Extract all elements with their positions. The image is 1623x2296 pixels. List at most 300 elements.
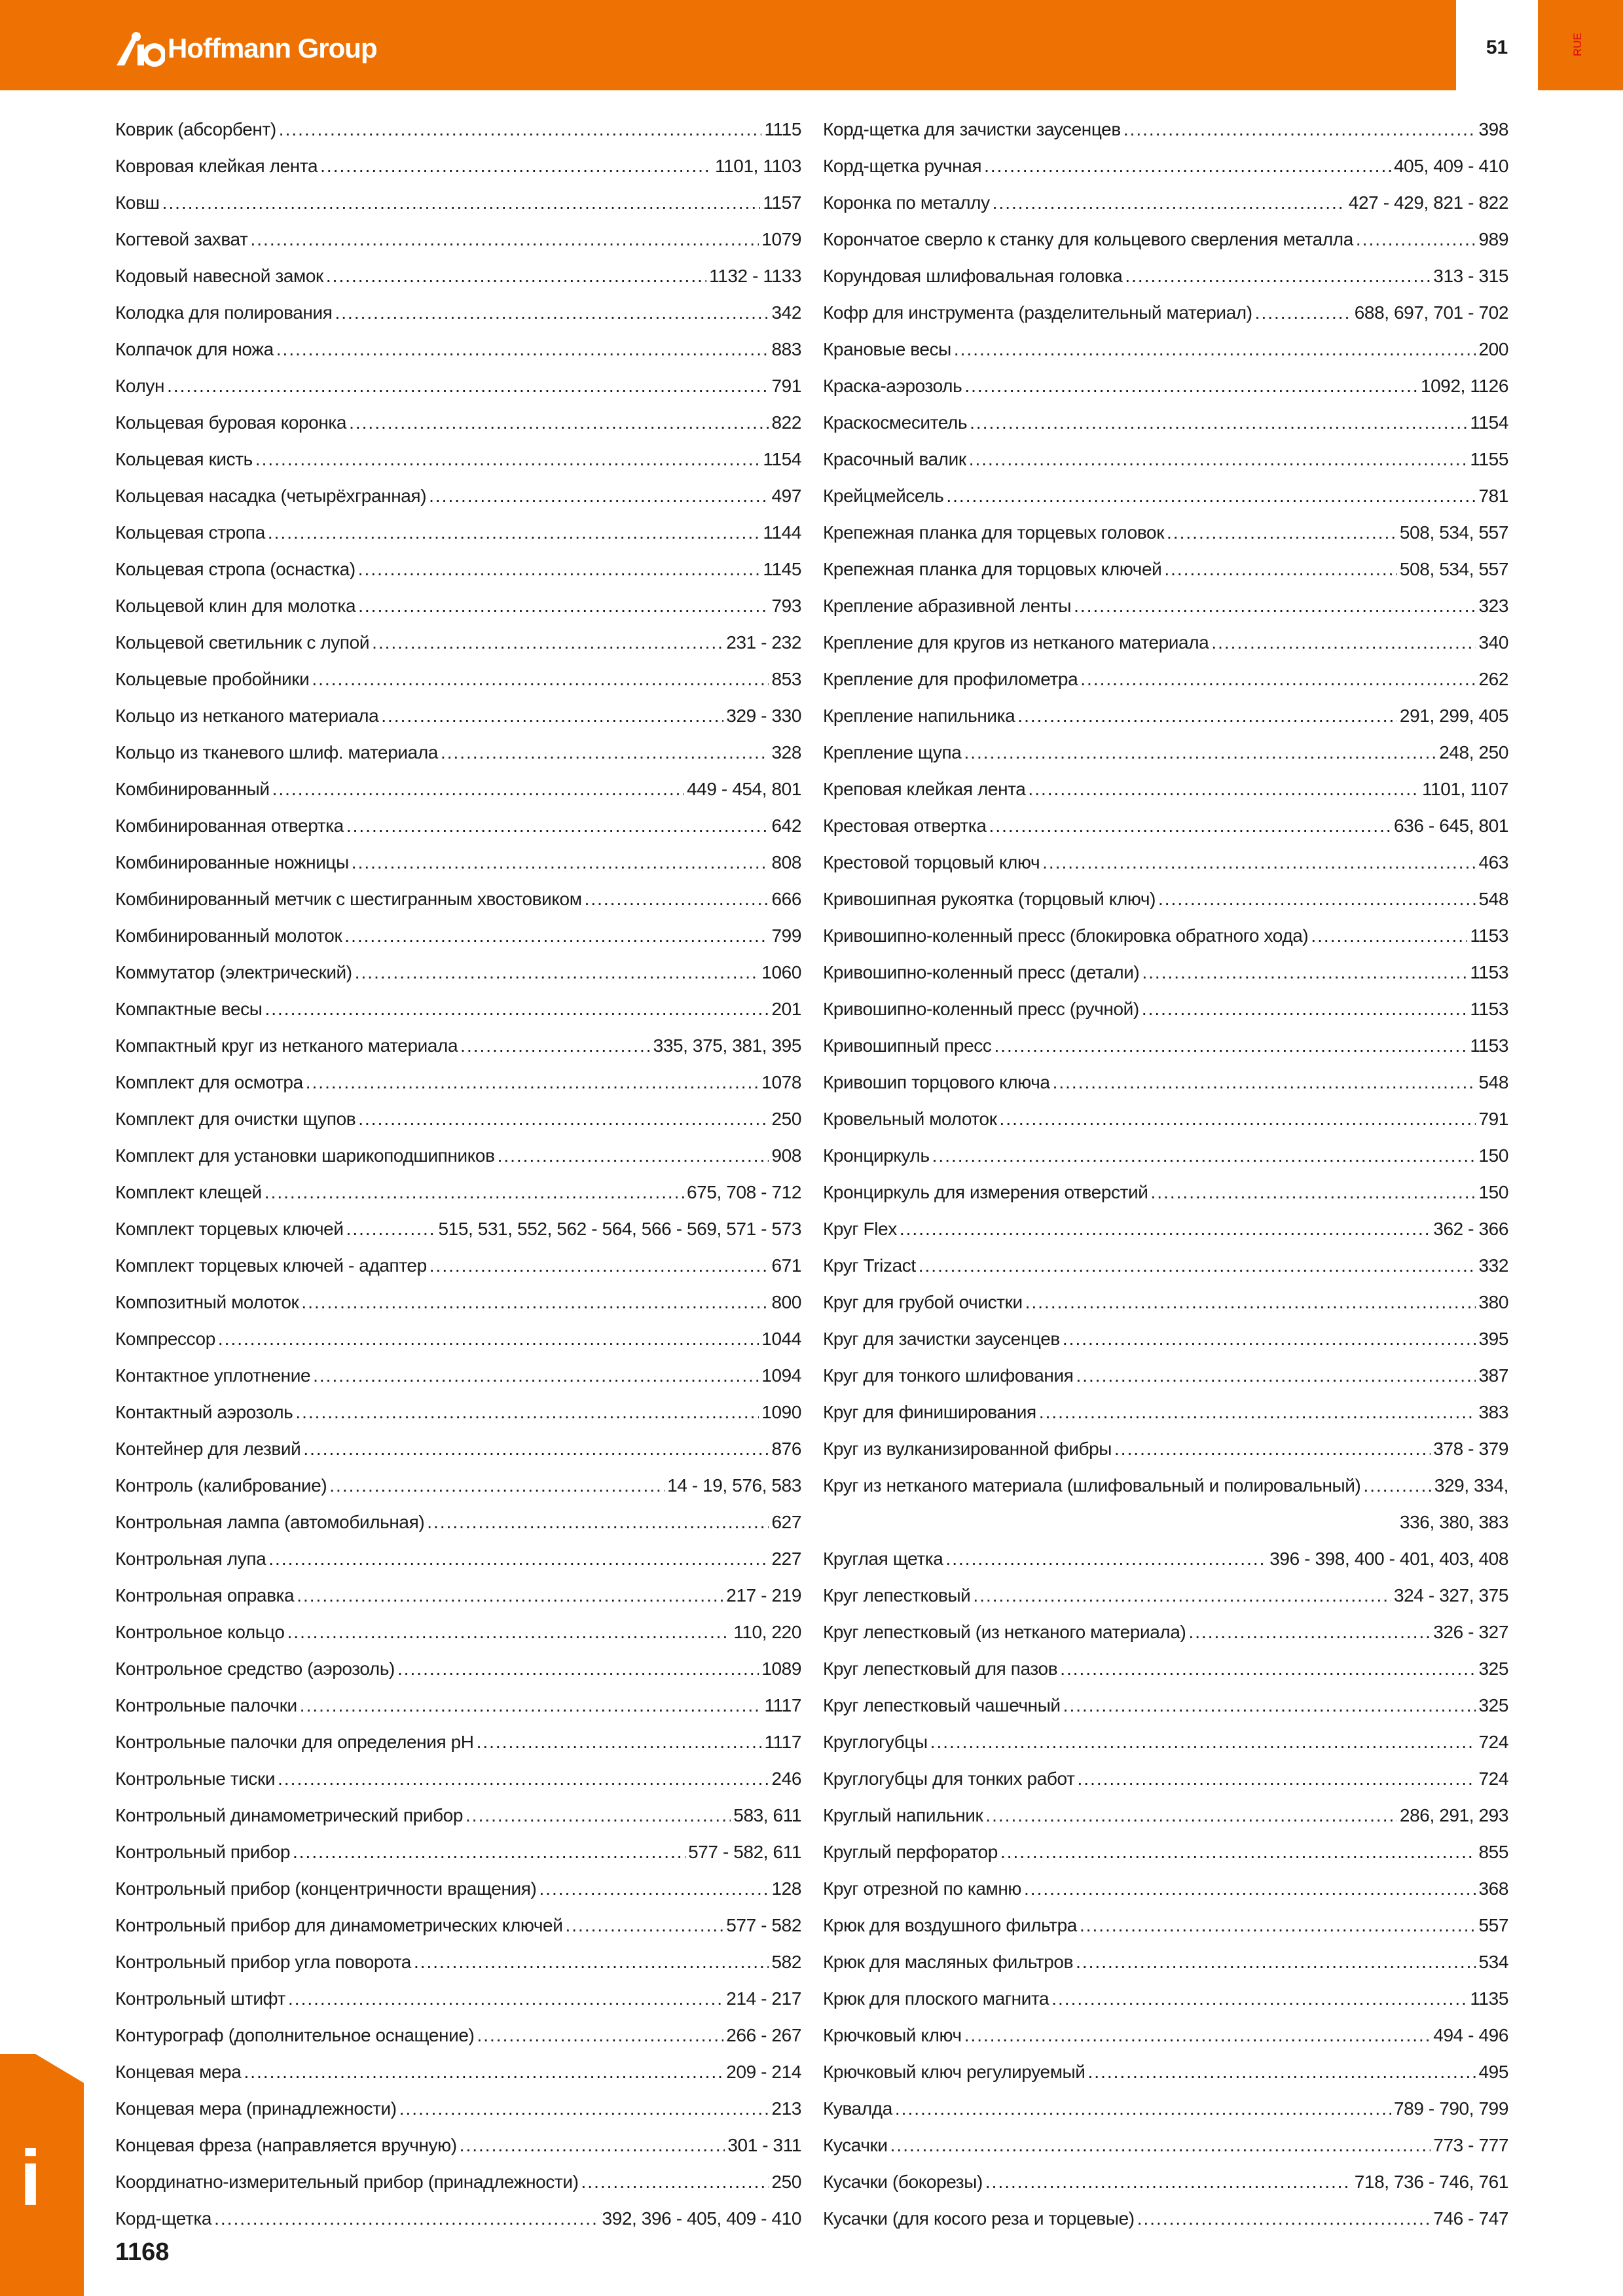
index-page-refs: 291, 299, 405: [1399, 706, 1508, 726]
dot-leader: [397, 1651, 759, 1687]
index-entry: [115, 844, 801, 881]
dot-leader: [300, 1687, 762, 1724]
index-page-refs: 250: [771, 1109, 801, 1129]
index-page-refs: 1101, 1103: [715, 156, 801, 176]
dot-leader: [427, 1504, 769, 1541]
index-entry: [115, 514, 801, 551]
index-term: Кольцевая насадка (четырёхгранная): [115, 486, 427, 506]
index-term: Контрольная лупа: [115, 1549, 266, 1569]
dot-leader: [993, 185, 1346, 221]
index-term: Корд-щетка ручная: [823, 156, 982, 176]
index-term: Комплект клещей: [115, 1182, 262, 1202]
page-header: [0, 0, 1623, 90]
index-term: Контрольные палочки: [115, 1695, 297, 1715]
dot-leader: [1042, 844, 1476, 881]
index-term: Колун: [115, 376, 165, 396]
dot-leader: [1060, 1651, 1476, 1687]
dot-leader: [1024, 1871, 1476, 1907]
page-number-bottom: 1168: [115, 2238, 170, 2266]
index-term: Краскосмеситель: [823, 412, 968, 433]
index-page-refs: 1101, 1107: [1422, 779, 1508, 799]
index-entry: [823, 1247, 1508, 1284]
index-entry: [823, 661, 1508, 698]
index-entry: [115, 1028, 801, 1064]
dot-leader: [895, 2090, 1391, 2127]
index-term: Компрессор: [115, 1329, 215, 1349]
index-page-refs: 791: [1478, 1109, 1508, 1129]
index-page-refs: 200: [1478, 339, 1508, 359]
index-page-refs: 231 - 232: [726, 632, 801, 653]
index-page-refs: 989: [1478, 229, 1508, 249]
index-entry: [823, 844, 1508, 881]
index-entry: [823, 1211, 1508, 1247]
index-entry: [823, 1321, 1508, 1357]
index-page-refs: 427 - 429, 821 - 822: [1348, 192, 1508, 213]
language-code: RUE: [1571, 33, 1584, 56]
index-page-refs: 324 - 327, 375: [1394, 1585, 1508, 1605]
page-number-top: 51: [1486, 37, 1508, 58]
index-entry: [115, 954, 801, 991]
dot-leader: [1076, 1357, 1476, 1394]
index-entry: [115, 2200, 801, 2237]
index-page-refs: 577 - 582: [726, 1915, 801, 1935]
dot-leader: [984, 148, 1391, 185]
dot-leader: [313, 1357, 759, 1394]
index-term: Круг лепестковый чашечный: [823, 1695, 1061, 1715]
index-page-refs: 326 - 327: [1433, 1622, 1508, 1642]
dot-leader: [268, 1541, 769, 1577]
index-entry: [823, 331, 1508, 368]
index-entry: [823, 2164, 1508, 2200]
index-term: Комплект для осмотра: [115, 1072, 303, 1092]
index-page-refs: 325: [1478, 1695, 1508, 1715]
index-term: Круг из нетканого материала (шлифовальный и полировальный): [823, 1475, 1361, 1496]
dot-leader: [1039, 1394, 1476, 1431]
dot-leader: [1076, 1944, 1476, 1981]
index-term: Корд-щетка для зачистки заусенцев: [823, 119, 1121, 139]
dot-leader: [346, 808, 769, 844]
index-term: Концевая мера: [115, 2062, 242, 2082]
dot-leader: [964, 2017, 1431, 2054]
index-term: Крючковый ключ регулируемый: [823, 2062, 1085, 2082]
index-page-refs: 789 - 790, 799: [1394, 2098, 1508, 2119]
index-page-refs: 1154: [1470, 412, 1508, 433]
index-term: Крепление для профилометра: [823, 669, 1078, 689]
dot-leader: [1356, 221, 1476, 258]
dot-leader: [276, 331, 769, 368]
index-entry: [823, 2127, 1508, 2164]
dot-leader: [465, 1797, 731, 1834]
index-page-refs: 793: [771, 596, 801, 616]
dot-leader: [1123, 111, 1476, 148]
index-term: Кусачки (для косого реза и торцевые): [823, 2208, 1135, 2229]
index-entry: [115, 624, 801, 661]
dot-leader: [1142, 954, 1467, 991]
dot-leader: [288, 1981, 723, 2017]
index-term: Кольцевой клин для молотка: [115, 596, 356, 616]
index-term: Комбинированный метчик с шестигранным хвостовиком: [115, 889, 582, 909]
index-entry: [115, 661, 801, 698]
index-entry: [823, 258, 1508, 295]
index-entry: [115, 1981, 801, 2017]
index-term: Комбинированный: [115, 779, 270, 799]
index-entry: [115, 1357, 801, 1394]
index-page-refs: 791: [771, 376, 801, 396]
index-term: Компактный круг из нетканого материала: [115, 1035, 458, 1056]
index-page-refs: 494 - 496: [1433, 2025, 1508, 2045]
index-page-refs: 150: [1478, 1145, 1508, 1166]
dot-leader: [1211, 624, 1476, 661]
index-term: Контрольный динамометрический прибор: [115, 1805, 464, 1825]
page-number-tab: [1456, 0, 1538, 90]
index-term: Крепление абразивной ленты: [823, 596, 1072, 616]
index-entry: [115, 1761, 801, 1797]
index-entry: [823, 368, 1508, 404]
dot-leader: [1363, 1467, 1431, 1504]
index-page-refs: 128: [771, 1878, 801, 1899]
dot-leader: [1025, 1284, 1476, 1321]
dot-leader: [1137, 2200, 1431, 2237]
index-term: Кольцевая стропа (оснастка): [115, 559, 356, 579]
index-term: Кривошип торцового ключа: [823, 1072, 1050, 1092]
index-entry: [823, 551, 1508, 588]
dot-leader: [329, 1467, 665, 1504]
index-term: Крепежная планка для торцовых ключей: [823, 559, 1162, 579]
index-term: Корд-щетка: [115, 2208, 212, 2229]
index-page-refs: 583, 611: [733, 1805, 801, 1825]
index-term: Круглогубцы для тонких работ: [823, 1768, 1075, 1789]
index-term: Контактный аэрозоль: [115, 1402, 293, 1422]
index-page-refs: 548: [1478, 889, 1508, 909]
index-term: Кольцевая буровая коронка: [115, 412, 347, 433]
index-term: Кровельный молоток: [823, 1109, 997, 1129]
index-term: Круглогубцы: [823, 1732, 928, 1752]
index-term: Контрольное кольцо: [115, 1622, 285, 1642]
dot-leader: [964, 368, 1418, 404]
dot-leader: [1151, 1174, 1476, 1211]
dot-leader: [1000, 1834, 1476, 1871]
index-entry: [115, 1541, 801, 1577]
index-entry: [115, 1504, 801, 1541]
dot-leader: [946, 478, 1476, 514]
index-page-refs: 1090: [761, 1402, 801, 1422]
index-page-refs: 724: [1478, 1732, 1508, 1752]
index-term: Кусачки (бокорезы): [823, 2172, 983, 2192]
index-page-refs: 577 - 582, 611: [688, 1842, 801, 1862]
index-page-refs: 627: [771, 1512, 801, 1532]
index-page-refs: 398: [1478, 119, 1508, 139]
index-term: Комплект для очистки щупов: [115, 1109, 356, 1129]
index-page-refs: 214 - 217: [726, 1988, 801, 2009]
dot-leader: [349, 404, 769, 441]
index-term: Круг Flex: [823, 1219, 897, 1239]
index-page-refs: 671: [771, 1255, 801, 1276]
index-term: Круглый перфоратор: [823, 1842, 998, 1862]
index-page-refs: 250: [771, 2172, 801, 2192]
index-entry: [115, 1284, 801, 1321]
index-page-refs: 383: [1478, 1402, 1508, 1422]
dot-leader: [441, 734, 769, 771]
index-entry: [823, 771, 1508, 808]
index-term: Краска-аэрозоль: [823, 376, 962, 396]
index-term: Круг для тонкого шлифования: [823, 1365, 1074, 1386]
index-term: Крепление для кругов из нетканого материала: [823, 632, 1209, 653]
index-page-refs: 808: [771, 852, 801, 872]
index-entry: [115, 1064, 801, 1101]
index-term: Крюк для воздушного фильтра: [823, 1915, 1077, 1935]
dot-leader: [1051, 1981, 1467, 2017]
index-page-refs: 323: [1478, 596, 1508, 616]
index-entry: [823, 185, 1508, 221]
index-term: Компактные весы: [115, 999, 263, 1019]
index-entry: [115, 2017, 801, 2054]
index-entry: [823, 1577, 1508, 1614]
index-entry: [823, 1761, 1508, 1797]
index-page-refs: 387: [1478, 1365, 1508, 1386]
index-term: Контрольная лампа (автомобильная): [115, 1512, 425, 1532]
index-page-refs: 201: [771, 999, 801, 1019]
index-page-refs: 14 - 19, 576, 583: [667, 1475, 801, 1496]
dot-leader: [477, 2017, 723, 2054]
index-page-refs: 908: [771, 1145, 801, 1166]
index-page-refs: 332: [1478, 1255, 1508, 1276]
index-column-right: [823, 111, 1508, 2237]
index-term: Комплект торцевых ключей - адаптер: [115, 1255, 427, 1276]
index-page-refs: 642: [771, 816, 801, 836]
index-page-refs: 378 - 379: [1433, 1439, 1508, 1459]
dot-leader: [964, 734, 1436, 771]
dot-leader: [989, 808, 1391, 844]
index-term: Коронка по металлу: [823, 192, 990, 213]
dot-leader: [460, 1028, 650, 1064]
index-term: Координатно-измерительный прибор (принадлежности): [115, 2172, 579, 2192]
index-page-refs: 1153: [1470, 925, 1508, 946]
index-entry: [823, 1724, 1508, 1761]
index-page-refs: 342: [771, 302, 801, 323]
index-entry: [115, 2054, 801, 2090]
index-entry: [115, 1651, 801, 1687]
index-page-refs: 329, 334,: [1434, 1475, 1508, 1496]
dot-leader: [930, 1724, 1476, 1761]
index-entry: [823, 2200, 1508, 2237]
dot-leader: [585, 881, 769, 918]
dot-leader: [358, 588, 769, 624]
section-side-tab: [0, 2054, 84, 2296]
index-entry: [115, 185, 801, 221]
dot-leader: [320, 148, 712, 185]
index-page-refs: 150: [1478, 1182, 1508, 1202]
index-entry: [823, 221, 1508, 258]
index-page-refs: 855: [1478, 1842, 1508, 1862]
index-term: Крепежная планка для торцевых головок: [823, 522, 1165, 543]
index-entry: [115, 588, 801, 624]
dot-leader: [255, 441, 761, 478]
index-term: Крючковый ключ: [823, 2025, 962, 2045]
dot-leader: [1080, 661, 1476, 698]
index-entry: [823, 698, 1508, 734]
index-entry: [115, 1944, 801, 1981]
dot-leader: [218, 1321, 759, 1357]
dot-leader: [358, 1101, 769, 1138]
index-term: Концевая мера (принадлежности): [115, 2098, 397, 2119]
dot-leader: [1028, 771, 1419, 808]
index-entry: [823, 1357, 1508, 1394]
index-column-left: [115, 111, 801, 2237]
index-term: Контрольные тиски: [115, 1768, 276, 1789]
index-entry: [115, 1138, 801, 1174]
index-term: Крестовой торцовый ключ: [823, 852, 1040, 872]
index-entry: [823, 808, 1508, 844]
index-page-refs: 336, 380, 383: [1399, 1512, 1508, 1532]
index-term: Коммутатор (электрический): [115, 962, 352, 982]
index-entry: [823, 1541, 1508, 1577]
index-page-refs: 781: [1478, 486, 1508, 506]
index-entry: [115, 991, 801, 1028]
index-entry: [115, 2090, 801, 2127]
index-term: Круг для грубой очистки: [823, 1292, 1023, 1312]
index-term: Крюк для плоского магнита: [823, 1988, 1049, 2009]
dot-leader: [346, 1211, 436, 1247]
dot-leader: [460, 2127, 725, 2164]
dot-leader: [1255, 295, 1352, 331]
index-entry: [115, 404, 801, 441]
index-entry: [115, 368, 801, 404]
index-term: Кувалда: [823, 2098, 892, 2119]
index-entry: [823, 2054, 1508, 2090]
index-page-refs: 534: [1478, 1952, 1508, 1972]
index-page-refs: 1094: [761, 1365, 801, 1386]
dot-leader: [994, 1028, 1467, 1064]
dot-leader: [1158, 881, 1476, 918]
index-page-refs: 1153: [1470, 1035, 1508, 1056]
index-entry: [823, 1394, 1508, 1431]
index-page-refs: 213: [771, 2098, 801, 2119]
index-page-refs: 495: [1478, 2062, 1508, 2082]
index-page-refs: 1089: [761, 1659, 801, 1679]
index-page-refs: 724: [1478, 1768, 1508, 1789]
index-entry: [823, 441, 1508, 478]
dot-leader: [985, 1797, 1397, 1834]
index-term: Контрольный прибор угла поворота: [115, 1952, 411, 1972]
index-entry: [115, 1321, 801, 1357]
index-term: Круг Trizact: [823, 1255, 916, 1276]
index-entry: [115, 1247, 801, 1284]
index-term: Круг лепестковый (из нетканого материала): [823, 1622, 1186, 1642]
index-entry: [115, 918, 801, 954]
index-entry: [823, 295, 1508, 331]
index-entry: [115, 441, 801, 478]
index-page-refs: 1144: [763, 522, 801, 543]
index-term: Контрольная оправка: [115, 1585, 295, 1605]
index-page-refs: 876: [771, 1439, 801, 1459]
index-entry: [115, 478, 801, 514]
index-page-refs: 746 - 747: [1433, 2208, 1508, 2229]
index-entry: [115, 1724, 801, 1761]
index-term: Кривошипно-коленный пресс (блокировка обратного хода): [823, 925, 1309, 946]
index-page-refs: 368: [1478, 1878, 1508, 1899]
index-page-refs: 1155: [1470, 449, 1508, 469]
dot-leader: [1074, 588, 1476, 624]
index-page-refs: 1079: [761, 229, 801, 249]
index-page-refs: 380: [1478, 1292, 1508, 1312]
index-entry: [115, 111, 801, 148]
index-page-refs: 515, 531, 552, 562 - 564, 566 - 569, 571 - 573: [438, 1219, 801, 1239]
index-page-refs: 217 - 219: [726, 1585, 801, 1605]
index-page-refs: 262: [1478, 669, 1508, 689]
index-term: Кольцо из нетканого материала: [115, 706, 379, 726]
dot-leader: [969, 441, 1468, 478]
dot-leader: [581, 2164, 769, 2200]
index-page-refs: 1145: [763, 559, 801, 579]
index-page-refs: 557: [1478, 1915, 1508, 1935]
index-term: Контрольное средство (аэрозоль): [115, 1659, 395, 1679]
index-term: Круглый напильник: [823, 1805, 983, 1825]
index-entry: [115, 1467, 801, 1504]
index-page-refs: 329 - 330: [726, 706, 801, 726]
index-term: Кривошипно-коленный пресс (ручной): [823, 999, 1139, 1019]
dot-leader: [312, 661, 769, 698]
dot-leader: [970, 404, 1467, 441]
index-page-refs: 1135: [1470, 1988, 1508, 2009]
index-term: Круг для зачистки заусенцев: [823, 1329, 1060, 1349]
index-page-refs: 313 - 315: [1433, 266, 1508, 286]
dot-leader: [1125, 258, 1431, 295]
dot-leader: [1167, 514, 1397, 551]
dot-leader: [565, 1907, 723, 1944]
index-entry: [115, 258, 801, 295]
index-term: Круг лепестковый для пазов: [823, 1659, 1058, 1679]
index-entry: [115, 698, 801, 734]
index-page-refs: 666: [771, 889, 801, 909]
dot-leader: [1053, 1064, 1476, 1101]
hoffmann-logo-icon: [115, 30, 165, 67]
dot-leader: [352, 844, 769, 881]
index-entry: [115, 148, 801, 185]
index-term: Комплект торцевых ключей: [115, 1219, 344, 1239]
index-page-refs: 246: [771, 1768, 801, 1789]
index-term: Кусачки: [823, 2135, 888, 2155]
index-page-refs: 335, 375, 381, 395: [653, 1035, 801, 1056]
index-entry: [823, 624, 1508, 661]
brand-logo: [115, 30, 377, 67]
index-entry: [823, 1981, 1508, 2017]
dot-leader: [954, 331, 1476, 368]
index-term: Концевая фреза (направляется вручную): [115, 2135, 457, 2155]
index-term: Контейнер для лезвий: [115, 1439, 301, 1459]
index-entry: [115, 881, 801, 918]
dot-leader: [1078, 1761, 1476, 1797]
index-term: Кронциркуль для измерения отверстий: [823, 1182, 1148, 1202]
index-entry: [115, 1907, 801, 1944]
index-term: Контроль (калибрование): [115, 1475, 327, 1496]
dot-leader: [250, 221, 759, 258]
dot-leader: [945, 1541, 1267, 1577]
index-entry: [823, 1504, 1508, 1541]
index-entry: [823, 1907, 1508, 1944]
index-page-refs: 395: [1478, 1329, 1508, 1349]
dot-leader: [1063, 1321, 1476, 1357]
index-entry: [115, 1614, 801, 1651]
index-term: Кольцевая кисть: [115, 449, 253, 469]
index-entry: [823, 954, 1508, 991]
index-entry: [823, 514, 1508, 551]
index-page-refs: 1060: [761, 962, 801, 982]
index-page-refs: 248, 250: [1439, 742, 1508, 762]
index-term: Контрольные палочки для определения pH: [115, 1732, 474, 1752]
index-entry: [115, 1394, 801, 1431]
index-term: Композитный молоток: [115, 1292, 299, 1312]
index-entry: [823, 881, 1508, 918]
